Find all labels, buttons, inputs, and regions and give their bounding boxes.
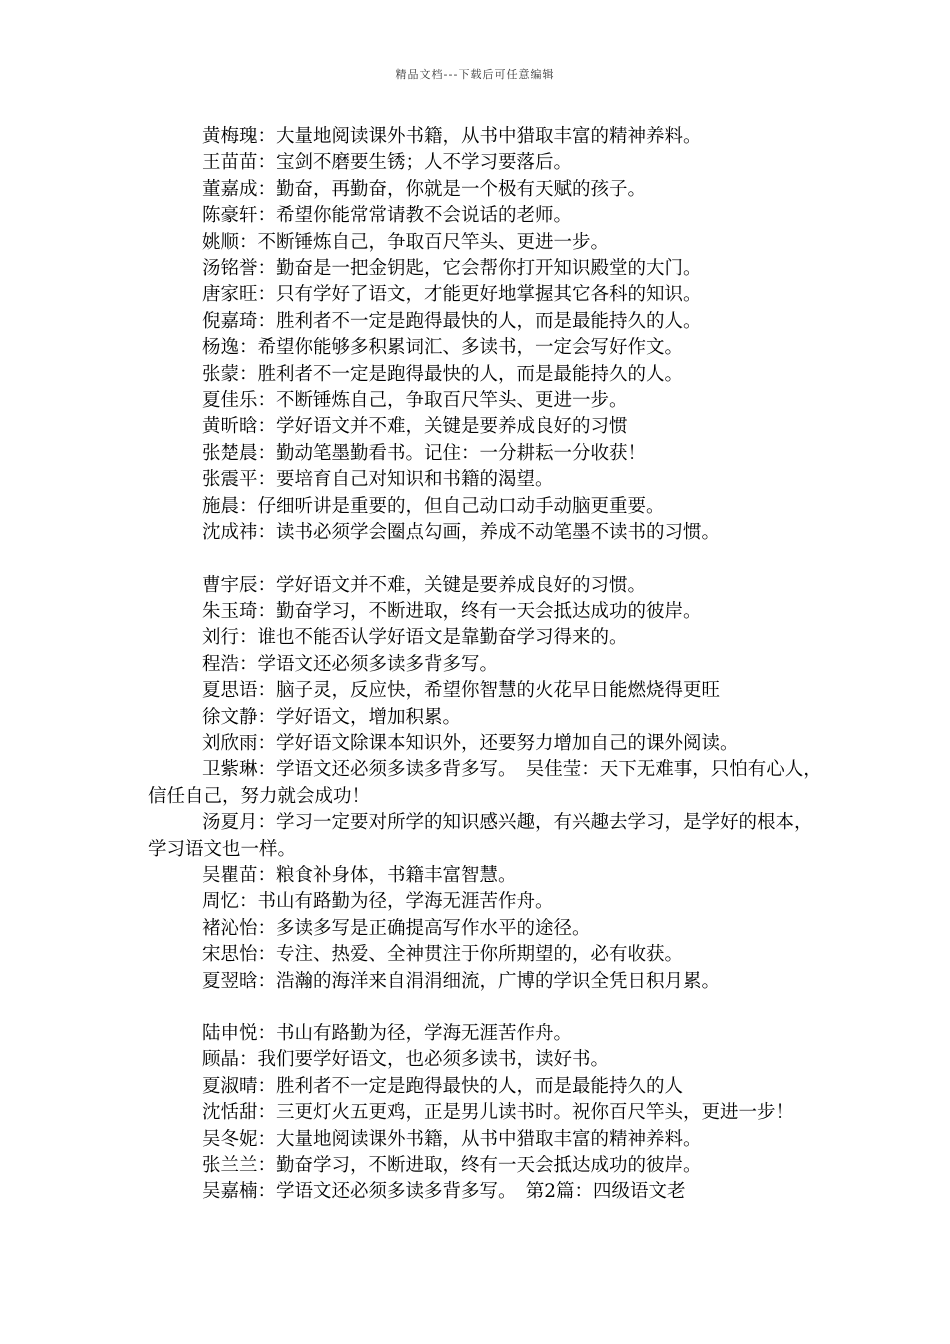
comment-line: 刘行：谁也不能否认学好语文是靠勤奋学习得来的。 <box>202 627 628 649</box>
comment-line: 倪嘉琦：胜利者不一定是跑得最快的人，而是最能持久的人。 <box>202 310 702 332</box>
comment-line: 董嘉成：勤奋，再勤奋，你就是一个极有天赋的孩子。 <box>202 178 647 200</box>
comment-line: 唐家旺：只有学好了语文，才能更好地掌握其它各科的知识。 <box>202 284 702 306</box>
comment-line: 顾晶：我们要学好语文，也必须多读书，读好书。 <box>202 1049 610 1071</box>
comment-line: 夏淑晴：胜利者不一定是跑得最快的人，而是最能持久的人 <box>202 1075 684 1097</box>
comment-line: 杨逸：希望你能够多积累词汇、多读书，一定会写好作文。 <box>202 337 684 359</box>
comment-line: 吴嘉楠：学语文还必须多读多背多写。 第2篇：四级语文老 <box>202 1181 686 1203</box>
comment-line: 夏佳乐：不断锤炼自己，争取百尺竿头、更进一步。 <box>202 390 628 412</box>
comments-section-2 <box>148 573 828 996</box>
comment-line: 夏翌晗：浩瀚的海洋来自涓涓细流，广博的学识全凭日积月累。 <box>202 970 721 992</box>
comment-line: 黄梅瑰：大量地阅读课外书籍，从书中猎取丰富的精神养料。 <box>202 126 702 147</box>
section-gap <box>148 547 828 573</box>
comment-line: 汤铭誉：勤奋是一把金钥匙，它会帮你打开知识殿堂的大门。 <box>202 258 702 280</box>
comment-line: 汤夏月：学习一定要对所学的知识感兴趣，有兴趣去学习，是学好的根本，学习语文也一样。 <box>148 812 813 860</box>
comment-line: 朱玉琦：勤奋学习，不断进取，终有一天会抵达成功的彼岸。 <box>202 600 702 622</box>
comment-line: 曹宇辰：学好语文并不难，关键是要养成良好的习惯。 <box>202 574 647 596</box>
comment-line: 周忆：书山有路勤为径，学海无涯苦作舟。 <box>202 891 554 913</box>
comment-line: 卫紫琳：学语文还必须多读多背多写。 吴佳莹：天下无难事，只怕有心人，信任自己，努力就会成功！ <box>148 759 822 807</box>
comment-line: 姚顺：不断锤炼自己，争取百尺竿头、更进一步。 <box>202 231 610 253</box>
comments-section-3 <box>148 1021 828 1206</box>
comments-section-1 <box>148 124 828 547</box>
comment-line: 沈成祎：读书必须学会圈点勾画，养成不动笔墨不读书的习惯。 <box>202 522 721 544</box>
comment-line: 吴瞿苗：粮食补身体，书籍丰富智慧。 <box>202 864 517 886</box>
comment-line: 张蒙：胜利者不一定是跑得最快的人，而是最能持久的人。 <box>202 363 684 385</box>
comment-line: 王苗苗：宝剑不磨要生锈；人不学习要落后。 <box>202 152 573 174</box>
comment-line: 沈恬甜：三更灯火五更鸡，正是男儿读书时。祝你百尺竿头，更进一步！ <box>202 1102 795 1124</box>
comment-line: 宋思怡：专注、热爱、全神贯注于你所期望的，必有收获。 <box>202 944 684 966</box>
comment-line: 陈豪轩：希望你能常常请教不会说话的老师。 <box>202 205 573 227</box>
page-header: 精品文档---下载后可任意编辑 <box>395 68 555 81</box>
comment-line: 陆申悦：书山有路勤为径，学海无涯苦作舟。 <box>202 1023 573 1044</box>
comment-line: 程浩：学语文还必须多读多背多写。 <box>202 653 499 675</box>
comment-line: 张楚晨：勤动笔墨勤看书。记住：一分耕耘一分收获！ <box>202 442 647 464</box>
comment-line: 徐文静：学好语文，增加积累。 <box>202 706 462 728</box>
comment-line: 褚沁怡：多读多写是正确提高写作水平的途径。 <box>202 917 591 939</box>
comment-line: 吴冬妮：大量地阅读课外书籍，从书中猎取丰富的精神养料。 <box>202 1128 702 1150</box>
document-body <box>148 124 828 1206</box>
comment-line: 夏思语：脑子灵，反应快，希望你智慧的火花早日能燃烧得更旺 <box>202 680 721 702</box>
comment-line: 黄昕晗：学好语文并不难，关键是要养成良好的习惯 <box>202 416 628 438</box>
comment-line: 张震平：要培育自己对知识和书籍的渴望。 <box>202 469 554 491</box>
comment-line: 张兰兰：勤奋学习，不断进取，终有一天会抵达成功的彼岸。 <box>202 1155 702 1177</box>
comment-line: 施晨：仔细听讲是重要的，但自己动口动手动脑更重要。 <box>202 495 665 517</box>
section-gap <box>148 995 828 1021</box>
comment-line: 刘欣雨：学好语文除课本知识外，还要努力增加自己的课外阅读。 <box>202 732 739 754</box>
